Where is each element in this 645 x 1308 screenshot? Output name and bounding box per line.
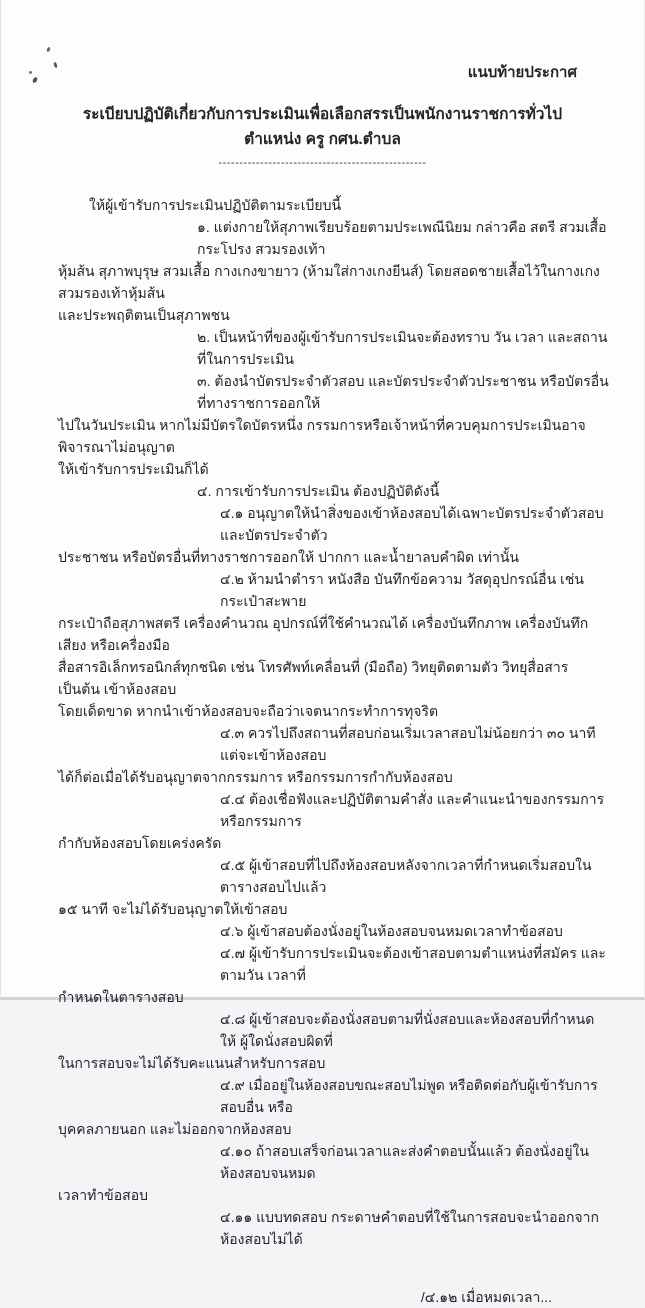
- doc-line-item-4: ๔. การเข้ารับการประเมิน ต้องปฏิบัติดังนี้: [197, 483, 440, 499]
- ink-speck: [29, 71, 32, 74]
- doc-line-intro: ให้ผู้เข้ารับการประเมินปฏิบัติตามระเบียบนี้: [89, 197, 342, 213]
- doc-line: ไปในวันประเมิน หากไม่มีบัตรใดบัตรหนึ่ง กรรมการหรือเจ้าหน้าที่ควบคุมการประเมินอาจพิจารณาไม่อนุญาต: [58, 417, 586, 455]
- doc-line-sub-4-1: ๔.๑ อนุญาตให้นำสิ่งของเข้าห้องสอบได้เฉพาะบัตรประจำตัวสอบและบัตรประจำตัว: [220, 505, 604, 543]
- doc-line-sub-4-5: ๔.๕ ผู้เข้าสอบที่ไปถึงห้องสอบหลังจากเวลาที่กำหนดเริ่มสอบในตารางสอบไปแล้ว: [220, 857, 592, 895]
- doc-line: และประพฤติตนเป็นสุภาพชน: [58, 307, 230, 323]
- doc-line: ในการสอบจะไม่ได้รับคะแนนสำหรับการสอบ: [58, 1055, 326, 1071]
- doc-line: โดยเด็ดขาด หากนำเข้าห้องสอบจะถือว่าเจตนากระทำการทุจริต: [58, 703, 439, 719]
- doc-line-sub-4-2: ๔.๒ ห้ามนำตำรา หนังสือ บันทึกข้อความ วัสดุอุปกรณ์อื่น เช่น กระเป๋าสะพาย: [220, 571, 584, 609]
- document-subtitle-position: ตำแหน่ง ครู กศน.ตำบล: [244, 131, 401, 148]
- doc-line: กำกับห้องสอบโดยเคร่งครัด: [58, 835, 222, 851]
- document-body: [1, 194, 644, 1250]
- doc-line: ได้ก็ต่อเมื่อได้รับอนุญาตจากกรรมการ หรือกรรมการกำกับห้องสอบ: [58, 769, 453, 785]
- doc-line: ประชาชน หรือบัตรอื่นที่ทางราชการออกให้ ปากกา และน้ำยาลบคำผิด เท่านั้น: [58, 549, 519, 565]
- doc-line: สื่อสารอิเล็กทรอนิกส์ทุกชนิด เช่น โทรศัพท์เคลื่อนที่ (มือถือ) วิทยุติดตามตัว วิทยุสื่อสาร เป็นต้น เข้าห้องสอบ: [58, 659, 569, 697]
- doc-line-item-3: ๓. ต้องนำบัตรประจำตัวสอบ และบัตรประจำตัวประชาชน หรือบัตรอื่นที่ทางราชการออกให้: [197, 373, 609, 411]
- document-title: ระเบียบปฏิบัติเกี่ยวกับการประเมินเพื่อเลือกสรรเป็นพนักงานราชการทั่วไป: [82, 106, 563, 123]
- doc-line-item-1: ๑. แต่งกายให้สุภาพเรียบร้อยตามประเพณีนิยม กล่าวคือ สตรี สวมเสื้อ กระโปรง สวมรองเท้า: [197, 219, 607, 257]
- doc-line-sub-4-8: ๔.๘ ผู้เข้าสอบจะต้องนั่งสอบตามที่นั่งสอบและห้องสอบที่กำหนดให้ ผู้ใดนั่งสอบผิดที่: [220, 1011, 595, 1049]
- doc-line-sub-4-11: ๔.๑๑ แบบทดสอบ กระดาษคำตอบที่ใช้ในการสอบจะนำออกจากห้องสอบไม่ได้: [220, 1209, 599, 1247]
- document-title-block: [1, 102, 644, 170]
- doc-line: กำหนดในตารางสอบ: [58, 989, 184, 1005]
- dotted-separator: --------------------------------------------------: [218, 157, 427, 169]
- doc-line-sub-4-9: ๔.๙ เมื่ออยู่ในห้องสอบขณะสอบไม่พูด หรือติดต่อกับผู้เข้ารับการสอบอื่น หรือ: [220, 1077, 598, 1115]
- doc-line-item-2: ๒. เป็นหน้าที่ของผู้เข้ารับการประเมินจะต้องทราบ วัน เวลา และสถานที่ในการประเมิน: [197, 329, 608, 367]
- doc-line-sub-4-7: ๔.๗ ผู้เข้ารับการประเมินจะต้องเข้าสอบตามตำแหน่งที่สมัคร และตามวัน เวลาที่: [220, 945, 606, 983]
- doc-line: บุคคลภายนอก และไม่ออกจากห้องสอบ: [58, 1121, 292, 1137]
- doc-line-sub-4-10: ๔.๑๐ ถ้าสอบเสร็จก่อนเวลาและส่งคำตอบนั้นแล้ว ต้องนั่งอยู่ในห้องสอบจนหมด: [220, 1143, 589, 1181]
- doc-line: ให้เข้ารับการประเมินก็ได้: [58, 461, 209, 477]
- page-continuation-marker: /๔.๑๒ เมื่อหมดเวลา...: [420, 1289, 552, 1305]
- doc-line: เวลาทำข้อสอบ: [58, 1187, 148, 1203]
- doc-line: ๑๕ นาที จะไม่ได้รับอนุญาตให้เข้าสอบ: [58, 901, 288, 917]
- doc-line-sub-4-6: ๔.๖ ผู้เข้าสอบต้องนั่งอยู่ในห้องสอบจนหมดเวลาทำข้อสอบ: [220, 923, 563, 939]
- doc-line: หุ้มส้น สุภาพบุรุษ สวมเสื้อ กางเกงขายาว (ห้ามใส่กางเกงยีนส์) โดยสอดชายเสื้อไว้ในกางเกง สวมรองเท้าหุ้มส้น: [58, 263, 600, 301]
- doc-line: กระเป๋าถือสุภาพสตรี เครื่องคำนวณ อุปกรณ์ที่ใช้คำนวณได้ เครื่องบันทึกภาพ เครื่องบันทึกเสียง หรือเครื่องมือ: [58, 615, 589, 653]
- doc-line-sub-4-4: ๔.๔ ต้องเชื่อฟังและปฏิบัติตามคำสั่ง และคำแนะนำของกรรมการ หรือกรรมการ: [220, 791, 605, 829]
- corner-label: แนบท้ายประกาศ: [467, 64, 577, 81]
- doc-line-sub-4-3: ๔.๓ ควรไปถึงสถานที่สอบก่อนเริ่มเวลาสอบไม่น้อยกว่า ๓๐ นาที แต่จะเข้าห้องสอบ: [220, 725, 596, 763]
